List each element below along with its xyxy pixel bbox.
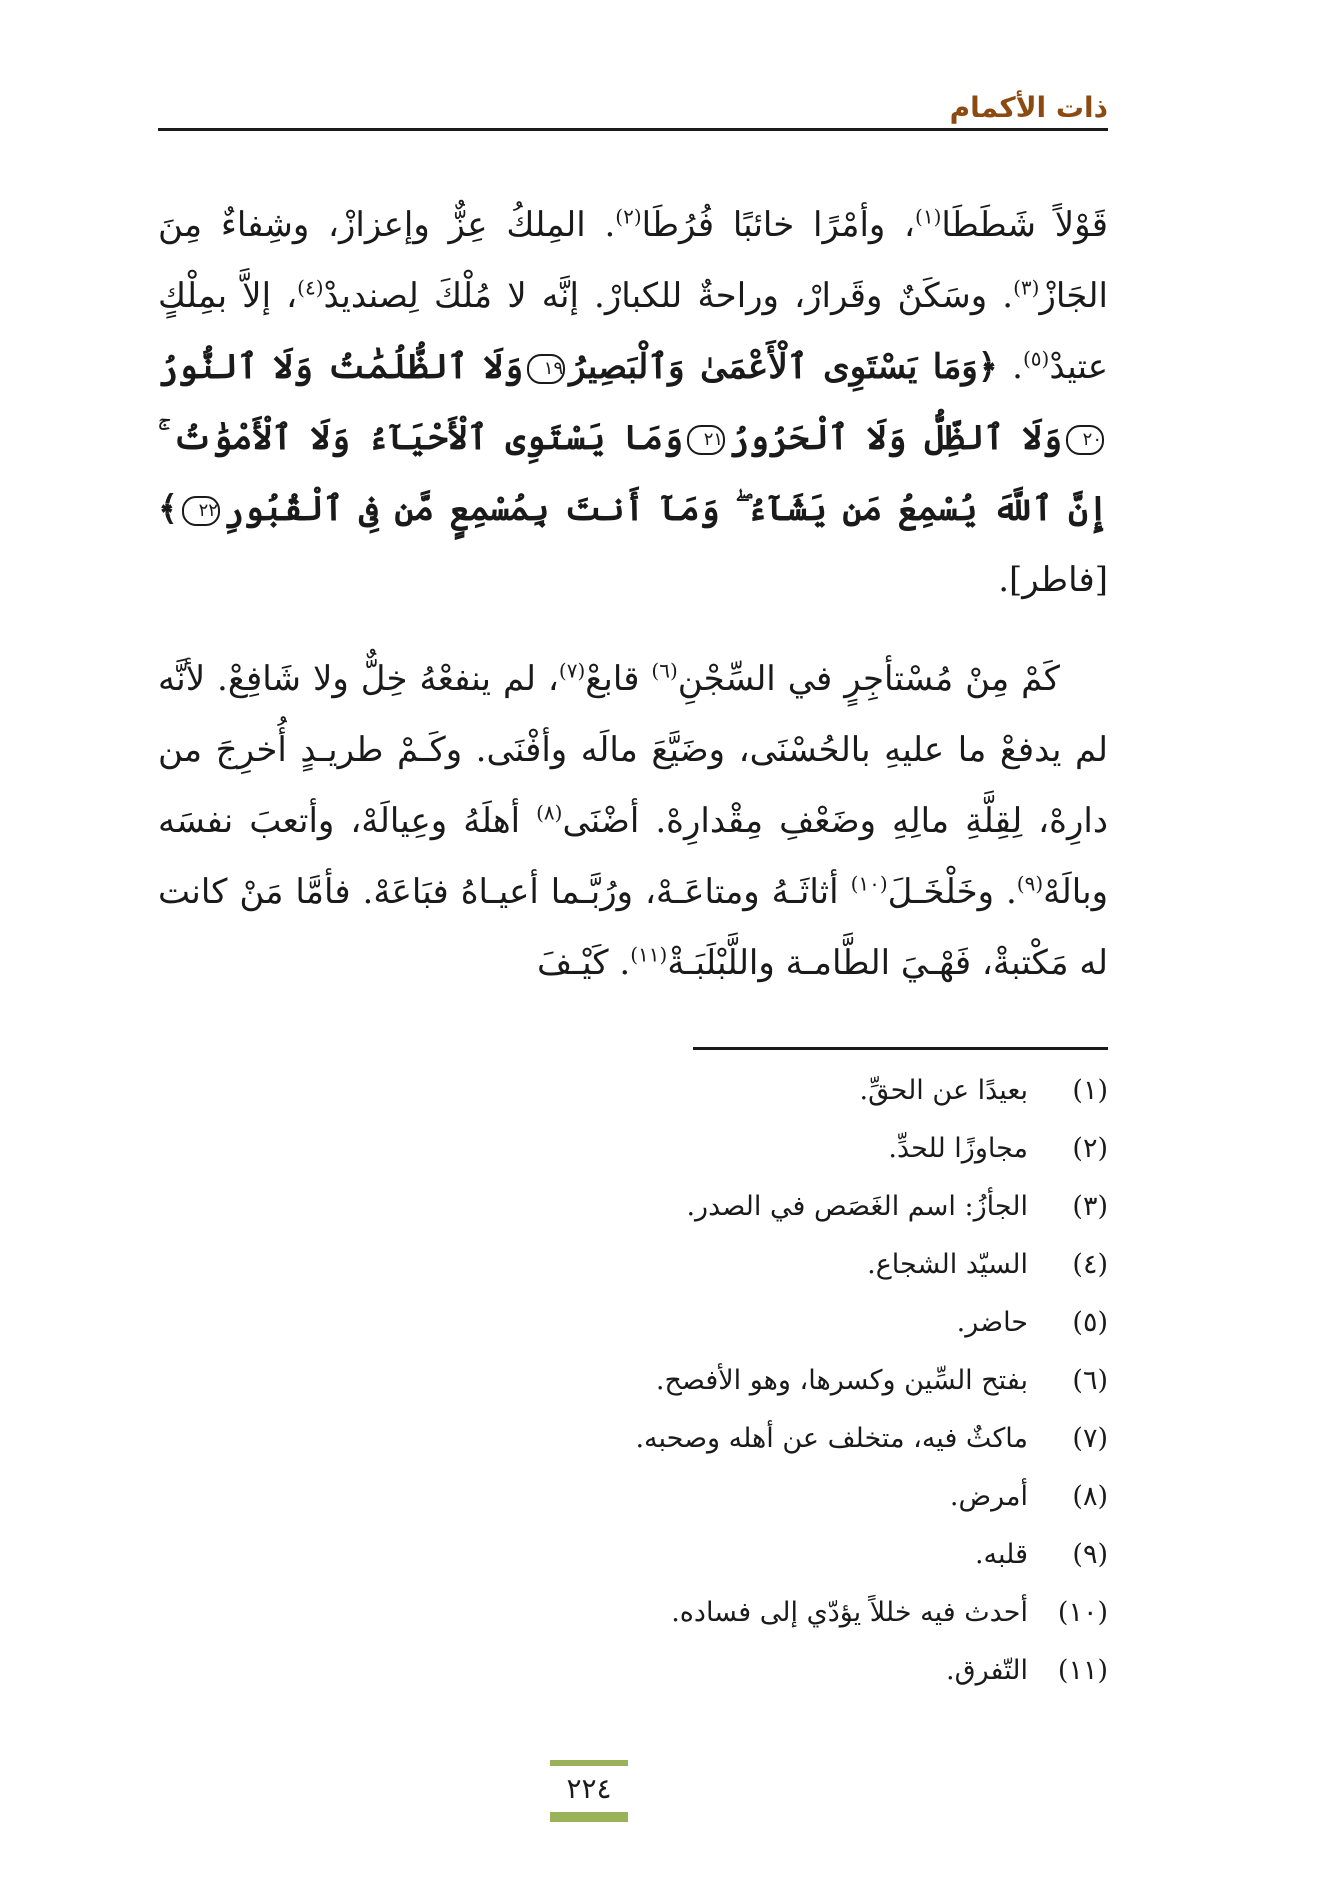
text-run: أثاثَـهُ ومتاعَـهْ، ورُبَّـما أعيـاهُ فبَاعَهْ. فأمَّا مَنْ كانت له مَكْتبةْ، فَهْـيَ الطَّامـة واللَّبْلَبَـةْ <box>158 872 1108 983</box>
footnote-6 <box>158 1352 1108 1410</box>
text-run: قَوْلاً شَطَطَا <box>941 205 1108 245</box>
text-run: . وسَكَنٌ وقَرارْ، وراحةٌ للكبارْ. إنَّه لا مُلْكَ لِصنديدْ <box>323 276 1014 316</box>
footnote-text: بفتح السِّين وكسرها، وهو الأفصح. <box>655 1365 1028 1396</box>
page-number: ٢٢٤ <box>566 1772 612 1805</box>
footnote-number: (٤) <box>1072 1249 1108 1280</box>
footnote-2 <box>158 1120 1108 1178</box>
footnote-text: بعيدًا عن الحقِّ. <box>859 1075 1028 1106</box>
verse-number-19: ١٩ <box>527 354 565 384</box>
footnote-text: قلبه. <box>974 1539 1028 1570</box>
footnote-9 <box>158 1526 1108 1584</box>
footnote-ref-3: (٣) <box>1013 275 1040 300</box>
footnote-1 <box>158 1062 1108 1120</box>
quran-verse-22: وَمَا يَسْتَوِى ٱلْأَحْيَآءُ وَلَا ٱلْأَمْوَٰتُ ۚ إِنَّ ٱللَّهَ يُسْمِعُ مَن يَشَآءُ ۖ وَمَآ أَنتَ بِمُسْمِعٍ مَّن فِى ٱلْقُبُورِ <box>158 418 1108 529</box>
footnote-11 <box>158 1642 1108 1700</box>
footnote-5 <box>158 1294 1108 1352</box>
footnote-ref-4: (٤) <box>297 275 324 300</box>
footnote-text: ماكثٌ فيه، متخلف عن أهله وصحبه. <box>635 1423 1028 1454</box>
text-run: كَمْ مِنْ مُسْتأجِرٍ في السِّجْنِ <box>677 659 1060 699</box>
footnote-ref-1: (١) <box>915 204 942 229</box>
quran-close-bracket: ﴾ <box>158 489 178 529</box>
footnote-ref-10: (١٠) <box>850 871 888 896</box>
text-run: ، وأمْرًا خائبًا فُرُطَا <box>641 205 916 245</box>
footnote-text: حاضر. <box>956 1307 1028 1338</box>
footnote-number: (٧) <box>1072 1423 1108 1454</box>
footnote-text: التّفرق. <box>946 1655 1028 1686</box>
running-header <box>158 88 1108 130</box>
footnote-7 <box>158 1410 1108 1468</box>
verse-number-20: ٢٠ <box>1066 425 1104 455</box>
footnote-ref-8: (٨) <box>536 800 563 825</box>
footnote-number: (٥) <box>1072 1307 1108 1338</box>
footnote-number: (٦) <box>1072 1365 1108 1396</box>
footnote-text: السيّد الشجاع. <box>867 1249 1028 1280</box>
footnotes-list <box>158 1062 1108 1700</box>
footnote-4 <box>158 1236 1108 1294</box>
text-run: . كَيْـفَ <box>537 943 631 983</box>
footnote-number: (٩) <box>1072 1539 1108 1570</box>
footnote-ref-6: (٦) <box>651 658 678 683</box>
quran-verse-19: وَمَا يَسْتَوِى ٱلْأَعْمَىٰ وَٱلْبَصِيرُ <box>569 347 978 387</box>
footnote-text: أحدث فيه خللاً يؤدّي إلى فساده. <box>671 1597 1028 1628</box>
footnote-number: (٢) <box>1072 1133 1108 1164</box>
footnote-3 <box>158 1178 1108 1236</box>
header-rule <box>158 128 1108 131</box>
paragraph-2 <box>158 644 1108 999</box>
text-run: قابعْ <box>585 659 652 699</box>
text-run: ، لم ينفعْهُ خِلٌّ ولا شَافِعْ. لأنَّه لم يدفعْ ما عليهِ بالحُسْنَى، وضَيَّعَ مالَه وأفْنَى. وكَـمْ طريـدٍ أُخرِجَ من دارِهْ، لِقِلَّةِ مالِهِ وضَعْفِ مِقْدارِهْ. أضْنَى <box>158 659 1108 841</box>
folio-bar-bottom <box>550 1812 628 1822</box>
verse-number-21: ٢١ <box>687 425 725 455</box>
footnote-number: (١١) <box>1057 1655 1108 1686</box>
footnote-number: (١) <box>1072 1075 1108 1106</box>
footnote-text: مجاوزًا للحدِّ. <box>888 1133 1028 1164</box>
footnote-separator <box>693 1047 1108 1050</box>
footnote-number: (١٠) <box>1057 1597 1108 1628</box>
quran-verse-21: وَلَا ٱلظِّلُّ وَلَا ٱلْحَرُورُ <box>729 418 1062 458</box>
book-title: ذات الأكمام <box>949 91 1108 124</box>
quran-open-bracket: ﴿ <box>977 347 998 387</box>
quran-verse-20: وَلَا ٱلظُّلُمَٰتُ وَلَا ٱلنُّورُ <box>158 347 524 387</box>
text-run: . وخَلْخَـلَ <box>887 872 1017 912</box>
text-run: أهلَهُ وعِيالَهْ، وأتعبَ نفسَه وبالَهْ <box>158 801 1109 912</box>
footnote-text: أمرض. <box>949 1481 1028 1512</box>
footnote-8 <box>158 1468 1108 1526</box>
footnote-ref-2: (٢) <box>615 204 642 229</box>
text-run: . <box>997 347 1023 387</box>
folio-bar-top <box>550 1760 628 1766</box>
text-run: ، إلاَّ بمِلْكٍ عتيدْ <box>158 276 1109 387</box>
footnote-ref-9: (٩) <box>1016 871 1044 896</box>
surah-source: [فاطر]. <box>998 560 1108 600</box>
footnote-ref-11: (١١) <box>630 942 668 967</box>
footnote-number: (٣) <box>1072 1191 1108 1222</box>
text-run: . المِلكُ عِزٌّ وإعزازْ، وشِفاءٌ مِنَ الجَازْ <box>158 205 1108 316</box>
footnote-ref-7: (٧) <box>558 658 586 683</box>
main-text <box>158 190 1108 999</box>
paragraph-1 <box>158 190 1108 616</box>
footnote-ref-5: (٥) <box>1022 346 1050 371</box>
footnote-text: الجأزُ: اسم الغَصَص في الصدر. <box>686 1191 1028 1222</box>
footnote-10 <box>158 1584 1108 1642</box>
verse-number-22: ٢٢ <box>182 496 220 526</box>
footnote-number: (٨) <box>1072 1481 1108 1512</box>
